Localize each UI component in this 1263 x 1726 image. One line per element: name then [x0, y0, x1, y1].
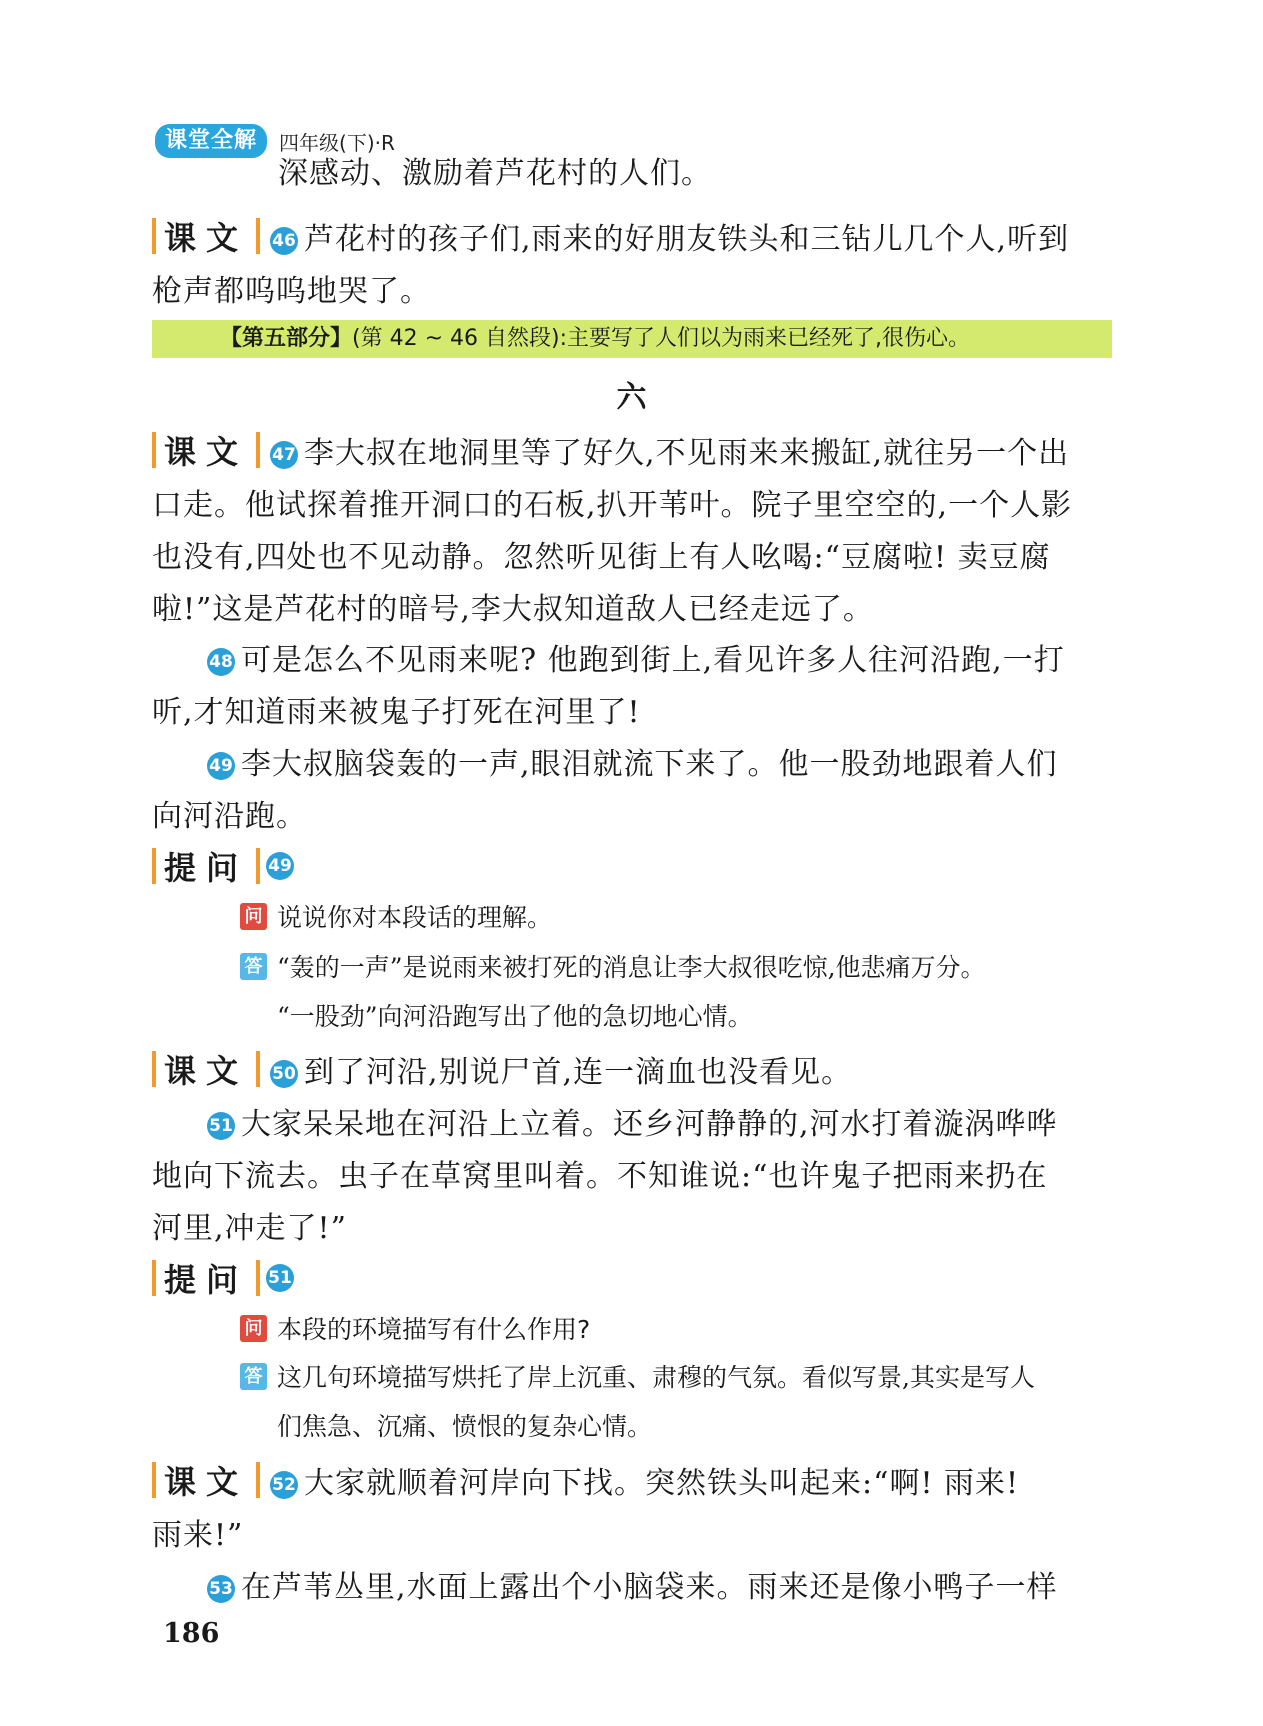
tag-tiwen: 提问 51: [152, 1255, 300, 1301]
question-text: 本段的环境描写有什么作用?: [277, 1315, 591, 1344]
tag-kewen: 课文: [152, 1046, 260, 1092]
tag-kewen: 课文: [152, 427, 260, 473]
answer-badge: 答: [240, 1363, 267, 1390]
paragraph-47-line-4: 啦!”这是芦花村的暗号,李大叔知道敌人已经走远了。: [152, 592, 874, 627]
question-2: [240, 1310, 590, 1346]
question-badge: 问: [240, 1315, 267, 1342]
answer-text-line-1: 这几句环境描写烘托了岸上沉重、肃穆的气氛。看似写景,其实是写人: [277, 1363, 1035, 1392]
paragraph-52-line-1: 52 大家就顺着河岸向下找。突然铁头叫起来:“啊! 雨来!: [270, 1458, 1019, 1502]
paragraph-number: 53: [207, 1575, 235, 1603]
paragraph-53-line-1: 53 在芦苇丛里,水面上露出个小脑袋来。雨来还是像小鸭子一样: [207, 1562, 1058, 1606]
paragraph-49-line-2: 向河沿跑。: [152, 799, 307, 834]
answer-1: [240, 948, 986, 984]
paragraph-48-line-2: 听,才知道雨来被鬼子打死在河里了!: [152, 695, 641, 730]
paragraph-51-line-1: 51 大家呆呆地在河沿上立着。还乡河静静的,河水打着漩涡哗哗: [207, 1099, 1058, 1143]
paragraph-48-line-1: 48 可是怎么不见雨来呢? 他跑到街上,看见许多人往河沿跑,一打: [207, 635, 1065, 679]
answer-2-line-2: 们焦急、沉痛、愤恨的复杂心情。: [277, 1412, 653, 1441]
paragraph-number: 48: [207, 648, 235, 676]
paragraph-51-line-3: 河里,冲走了!”: [152, 1211, 347, 1246]
paragraph-51-line-2: 地向下流去。虫子在草窝里叫着。不知谁说:“也许鬼子把雨来扔在: [152, 1159, 1048, 1194]
question-badge: 问: [240, 903, 267, 930]
answer-badge: 答: [240, 953, 267, 980]
question-1: [240, 898, 552, 934]
tag-tiwen: 提问 49: [152, 843, 300, 889]
continued-text: 深感动、激励着芦花村的人们。: [278, 156, 712, 191]
paragraph-number: 52: [270, 1471, 298, 1499]
part-summary-bar: [152, 320, 1112, 358]
paragraph-number: 50: [270, 1060, 298, 1088]
paragraph-number: 51: [266, 1264, 294, 1292]
paragraph-47-line-1: 47 李大叔在地洞里等了好久,不见雨来来搬缸,就往另一个出: [270, 428, 1069, 472]
paragraph-number: 49: [266, 852, 294, 880]
paragraph-52-line-2: 雨来!”: [152, 1518, 244, 1553]
book-logo: 课堂全解: [155, 124, 267, 158]
paragraph-46-line-1: 46 芦花村的孩子们,雨来的好朋友铁头和三钻儿几个人,听到: [270, 214, 1069, 258]
paragraph-number: 49: [207, 752, 235, 780]
answer-text-line-1: “轰的一声”是说雨来被打死的消息让李大叔很吃惊,他悲痛万分。: [277, 953, 986, 982]
paragraph-47-line-3: 也没有,四处也不见动静。忽然听见街上有人吆喝:“豆腐啦! 卖豆腐: [152, 540, 1051, 575]
section-title: 六: [616, 380, 647, 415]
answer-1-line-2: “一股劲”向河沿跑写出了他的急切地心情。: [277, 1002, 753, 1031]
paragraph-number: 47: [270, 441, 298, 469]
page-number: 186: [163, 1618, 220, 1649]
paragraph-number: 51: [207, 1112, 235, 1140]
paragraph-50-line-1: 50 到了河沿,别说尸首,连一滴血也没看见。: [270, 1047, 852, 1091]
paragraph-49-line-1: 49 李大叔脑袋轰的一声,眼泪就流下来了。他一股劲地跟着人们: [207, 739, 1058, 783]
tag-kewen: 课文: [152, 213, 260, 259]
paragraph-number: 46: [270, 227, 298, 255]
grade-label: 四年级(下)·R: [279, 130, 395, 155]
summary-label: 【第五部分】: [220, 326, 353, 351]
paragraph-47-line-2: 口走。他试探着推开洞口的石板,扒开苇叶。院子里空空的,一个人影: [152, 488, 1073, 523]
paragraph-46-line-2: 枪声都呜呜地哭了。: [152, 274, 431, 309]
summary-text: (第 42 ~ 46 自然段):主要写了人们以为雨来已经死了,很伤心。: [352, 326, 970, 351]
answer-2: [240, 1358, 1035, 1394]
tag-kewen: 课文: [152, 1457, 260, 1503]
question-text: 说说你对本段话的理解。: [277, 903, 553, 932]
